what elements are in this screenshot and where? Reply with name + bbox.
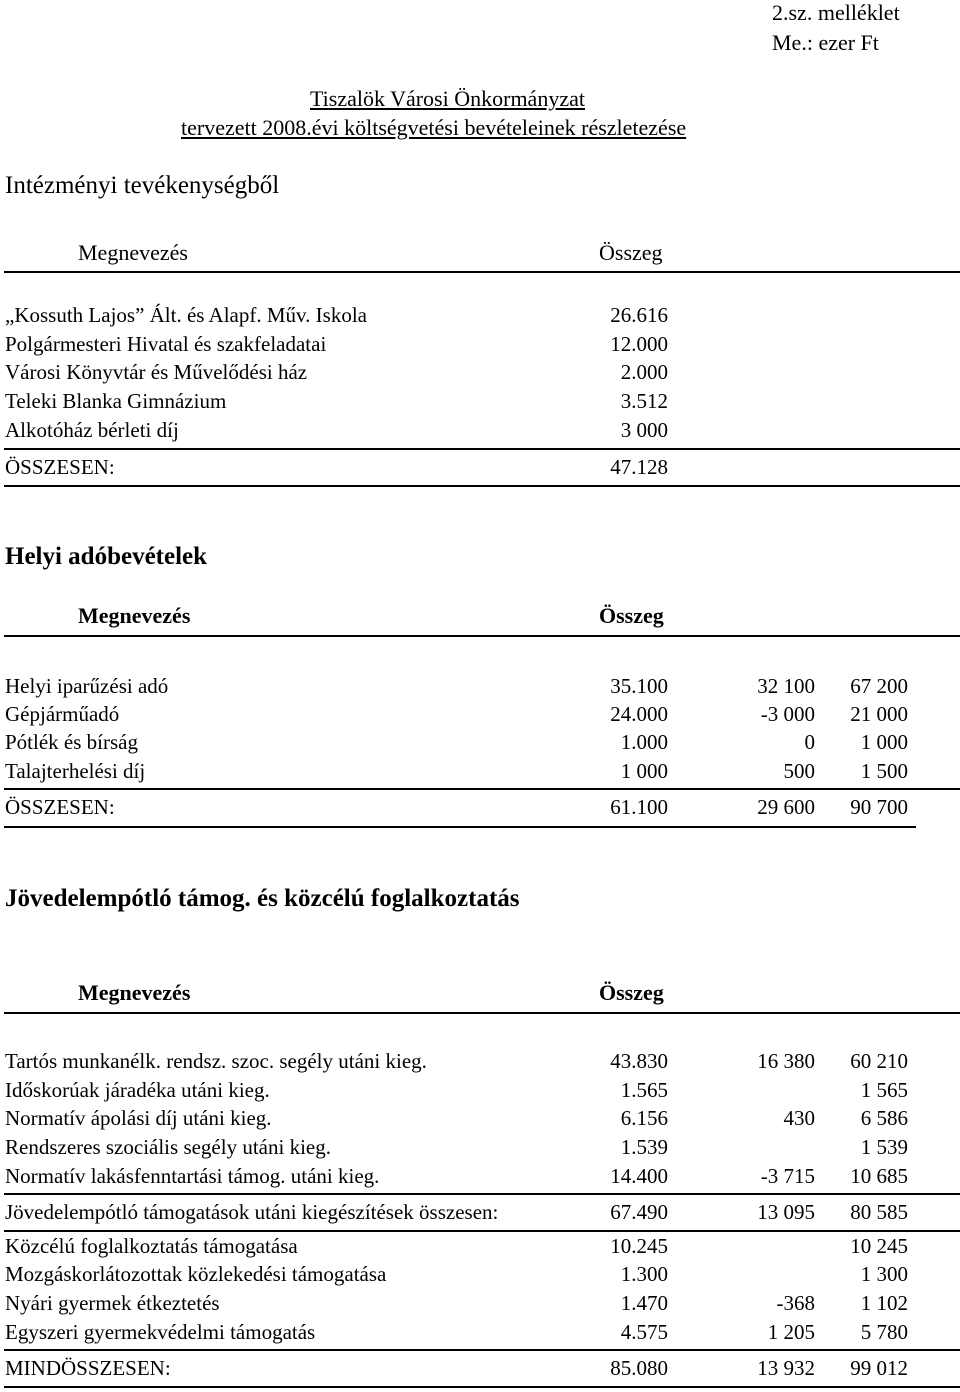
row-name: Polgármesteri Hivatal és szakfeladatai bbox=[5, 332, 327, 356]
row-change: 16 380 bbox=[757, 1049, 815, 1073]
document-subtitle: tervezett 2008.évi költségvetési bevételeinek részletezése bbox=[181, 115, 687, 140]
header-rule bbox=[4, 1012, 960, 1014]
row-change: -3 715 bbox=[760, 1164, 815, 1188]
table-row bbox=[0, 672, 960, 701]
row-name: Normatív ápolási díj utáni kieg. bbox=[5, 1106, 272, 1130]
table-row bbox=[0, 700, 960, 729]
row-name: Gépjárműadó bbox=[5, 702, 120, 726]
grand-total-rule bbox=[4, 1349, 960, 1351]
table-row bbox=[0, 1047, 960, 1076]
grand-total-amount: 85.080 bbox=[610, 1356, 668, 1380]
table-row bbox=[0, 1232, 960, 1261]
grand-total-change: 13 932 bbox=[757, 1356, 815, 1380]
row-final: 67 200 bbox=[850, 674, 908, 698]
row-amount: 1.539 bbox=[620, 1135, 668, 1159]
row-final: 1 300 bbox=[860, 1262, 908, 1286]
column-header-name: Megnevezés bbox=[78, 603, 191, 628]
row-amount: 14.400 bbox=[610, 1164, 668, 1188]
row-amount: 4.575 bbox=[620, 1320, 668, 1344]
row-change: 500 bbox=[783, 759, 815, 783]
row-change: 1 205 bbox=[767, 1320, 815, 1344]
table-row bbox=[0, 1162, 960, 1191]
row-final: 1 102 bbox=[860, 1291, 908, 1315]
row-final: 1 000 bbox=[860, 730, 908, 754]
row-change: -3 000 bbox=[760, 702, 815, 726]
unit-label: Me.: ezer Ft bbox=[772, 30, 879, 55]
total-label: ÖSSZESEN: bbox=[5, 795, 115, 819]
total-amount: 61.100 bbox=[610, 795, 668, 819]
row-amount: 24.000 bbox=[610, 702, 668, 726]
total-final: 90 700 bbox=[850, 795, 908, 819]
column-header-name: Megnevezés bbox=[78, 980, 191, 1005]
total-rule-top bbox=[4, 448, 960, 450]
grand-total-row bbox=[0, 1354, 960, 1383]
row-amount: 1 000 bbox=[620, 759, 668, 783]
row-final: 5 780 bbox=[860, 1320, 908, 1344]
total-row bbox=[0, 453, 960, 482]
table-row bbox=[0, 301, 960, 330]
section-institutional-title: Intézményi tevékenységből bbox=[5, 172, 280, 199]
row-amount: 10.245 bbox=[610, 1234, 668, 1258]
row-name: Nyári gyermek étkeztetés bbox=[5, 1291, 220, 1315]
grand-total-label: MINDÖSSZESEN: bbox=[5, 1356, 171, 1380]
total-change: 29 600 bbox=[757, 795, 815, 819]
table-row bbox=[0, 416, 960, 445]
table-row bbox=[0, 757, 960, 786]
grand-total-final: 99 012 bbox=[850, 1356, 908, 1380]
annex-label: 2.sz. melléklet bbox=[772, 0, 900, 25]
row-name: Rendszeres szociális segély utáni kieg. bbox=[5, 1135, 331, 1159]
row-amount: 3 000 bbox=[620, 418, 668, 442]
total-amount: 47.128 bbox=[610, 455, 668, 479]
row-final: 10 245 bbox=[850, 1234, 908, 1258]
row-amount: 1.565 bbox=[620, 1078, 668, 1102]
table-row bbox=[0, 1318, 960, 1347]
row-change: -368 bbox=[776, 1291, 815, 1315]
row-amount: 35.100 bbox=[610, 674, 668, 698]
section-local-tax-title: Helyi adóbevételek bbox=[5, 543, 208, 570]
row-name: Időskorúak járadéka utáni kieg. bbox=[5, 1078, 270, 1102]
row-name: „Kossuth Lajos” Ált. és Alapf. Műv. Iskola bbox=[5, 303, 368, 327]
row-amount: 43.830 bbox=[610, 1049, 668, 1073]
row-amount: 6.156 bbox=[620, 1106, 668, 1130]
table-row bbox=[0, 387, 960, 416]
row-name: Közcélú foglalkoztatás támogatása bbox=[5, 1234, 298, 1258]
table-row bbox=[0, 1076, 960, 1105]
subtotal-rule bbox=[4, 1193, 960, 1195]
row-name: Helyi iparűzési adó bbox=[5, 674, 169, 698]
row-name: Mozgáskorlátozottak közlekedési támogatása bbox=[5, 1262, 387, 1286]
table-row bbox=[0, 728, 960, 757]
column-header-amount: Összeg bbox=[599, 603, 664, 628]
row-amount: 26.616 bbox=[610, 303, 668, 327]
row-change: 0 bbox=[804, 730, 815, 754]
row-final: 60 210 bbox=[850, 1049, 908, 1073]
document-title: Tiszalök Városi Önkormányzat bbox=[310, 86, 585, 111]
row-change: 430 bbox=[783, 1106, 815, 1130]
row-final: 6 586 bbox=[860, 1106, 908, 1130]
grand-total-rule-bottom bbox=[4, 1386, 960, 1388]
row-final: 10 685 bbox=[850, 1164, 908, 1188]
total-row bbox=[0, 793, 960, 822]
subtotal-final: 80 585 bbox=[850, 1200, 908, 1224]
table-row bbox=[0, 358, 960, 387]
row-name: Tartós munkanélk. rendsz. szoc. segély utáni kieg. bbox=[5, 1049, 427, 1073]
row-amount: 1.000 bbox=[620, 730, 668, 754]
row-amount: 2.000 bbox=[620, 360, 668, 384]
header-rule bbox=[4, 635, 960, 637]
row-name: Pótlék és bírság bbox=[5, 730, 138, 754]
subtotal-row bbox=[0, 1198, 960, 1227]
total-label: ÖSSZESEN: bbox=[5, 455, 115, 479]
row-name: Alkotóház bérleti díj bbox=[5, 418, 179, 442]
table-row bbox=[0, 1133, 960, 1162]
header-rule bbox=[4, 271, 960, 273]
table-row bbox=[0, 330, 960, 359]
total-rule-top bbox=[4, 788, 960, 790]
row-amount: 1.300 bbox=[620, 1262, 668, 1286]
row-name: Normatív lakásfenntartási támog. utáni kieg. bbox=[5, 1164, 380, 1188]
row-amount: 12.000 bbox=[610, 332, 668, 356]
row-change: 32 100 bbox=[757, 674, 815, 698]
row-name: Talajterhelési díj bbox=[5, 759, 146, 783]
subtotal-amount: 67.490 bbox=[610, 1200, 668, 1224]
row-name: Városi Könyvtár és Művelődési ház bbox=[5, 360, 308, 384]
table-row bbox=[0, 1260, 960, 1289]
row-amount: 1.470 bbox=[620, 1291, 668, 1315]
row-name: Egyszeri gyermekvédelmi támogatás bbox=[5, 1320, 316, 1344]
row-final: 1 500 bbox=[860, 759, 908, 783]
row-final: 1 565 bbox=[860, 1078, 908, 1102]
row-amount: 3.512 bbox=[620, 389, 668, 413]
subtotal-change: 13 095 bbox=[757, 1200, 815, 1224]
subtotal-label: Jövedelempótló támogatások utáni kiegészítések összesen: bbox=[5, 1200, 499, 1224]
column-header-name: Megnevezés bbox=[78, 240, 188, 265]
column-header-amount: Összeg bbox=[599, 240, 663, 265]
row-final: 1 539 bbox=[860, 1135, 908, 1159]
section-income-support-title: Jövedelempótló támog. és közcélú foglalkoztatás bbox=[5, 885, 520, 912]
row-name: Teleki Blanka Gimnázium bbox=[5, 389, 227, 413]
row-final: 21 000 bbox=[850, 702, 908, 726]
total-rule-bottom bbox=[4, 485, 960, 487]
table-row bbox=[0, 1104, 960, 1133]
column-header-amount: Összeg bbox=[599, 980, 664, 1005]
total-rule-bottom bbox=[4, 826, 916, 828]
table-row bbox=[0, 1289, 960, 1318]
